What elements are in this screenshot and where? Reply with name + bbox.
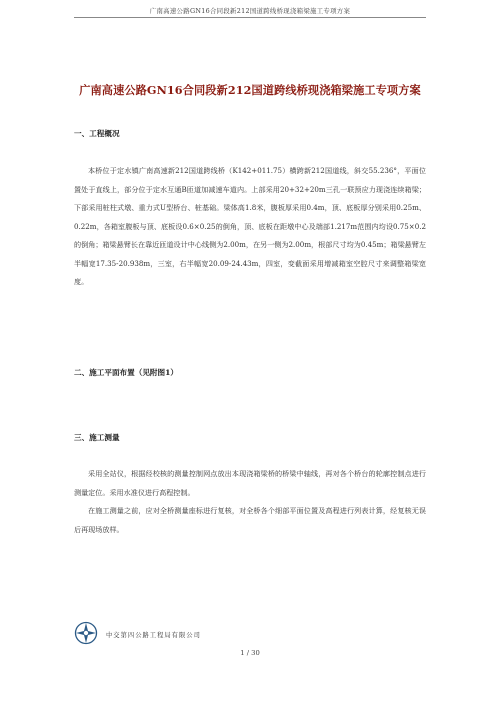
section-heading-survey: 三、施工测量 xyxy=(74,433,120,442)
page-footer xyxy=(74,621,426,645)
header-divider xyxy=(74,17,426,18)
company-name: 中交第四公路工程局有限公司 xyxy=(106,632,201,639)
page-number: 1 / 30 xyxy=(240,649,260,657)
running-header: 广南高速公路GN16合同段新212国道跨线桥现浇箱梁施工专项方案 xyxy=(149,7,351,15)
section-heading-overview: 一、工程概况 xyxy=(74,129,120,138)
paragraph: 采用全站仪，根据经校核的测量控制网点放出本现浇箱梁桥的桥梁中轴线，再对各个桥台的轮廓控制点进行测量定位。采用水准仪进行高程控制。 xyxy=(74,469,426,497)
document-title: 广南高速公路GN16合同段新212国道跨线桥现浇箱梁施工专项方案 xyxy=(79,83,421,97)
company-logo-icon xyxy=(74,621,98,645)
section-heading-site-layout: 二、施工平面布置（见附图1） xyxy=(74,368,179,377)
section-body-overview xyxy=(74,162,426,292)
section-body-survey xyxy=(74,465,426,539)
paragraph: 在施工测量之前，应对全桥测量座标进行复核，对全桥各个细部平面位置及高程进行列表计算，经复核无误后再现场放样。 xyxy=(74,506,426,534)
paragraph: 本桥位于定水镇广南高速新212国道跨线桥（K142+011.75）横跨新212国道线，斜交55.236°，平面位置处于直线上，部分位于定水互通B匝道加减速车道内。上部采用20+32+20m三孔一联预应力现浇连续箱梁；下部采用桩柱式墩、重力式U型桥台、桩基础。梁体高1.8米，腹板厚采用0.4m，顶、底板厚分别采用0.25m、0.22m，各箱室腹板与顶、底板设0.6×0.25的倒角，顶、底板在距墩中心及端部1.217m范围内均设0.75×0.2的倒角；箱梁悬臂长在靠近匝道设计中心线侧为2.00m，在另一侧为2.00m，根部尺寸均为0.45m；箱梁悬臂左半幅宽17.35-20.938m，三室，右半幅宽20.09-24.43m，四室，变截面采用增减箱室空腔尺寸来调整箱梁宽度。 xyxy=(74,166,426,286)
